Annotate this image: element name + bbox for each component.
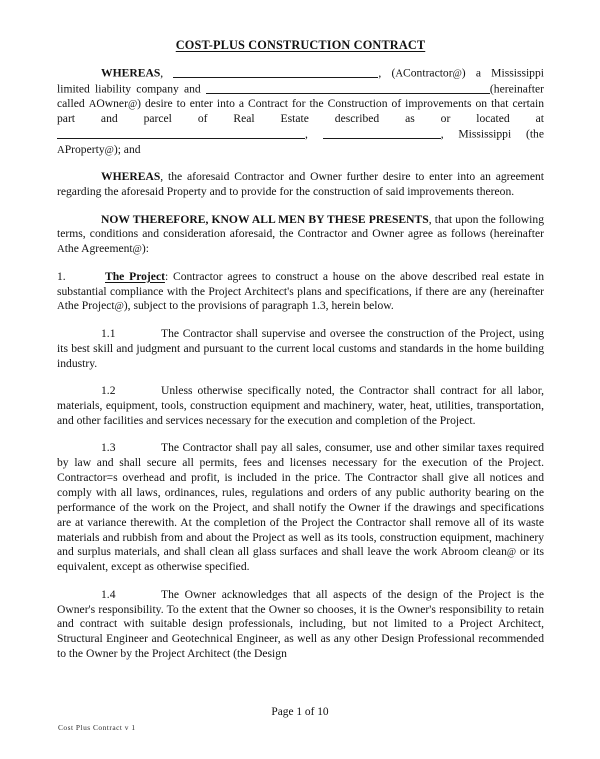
quote-close-glyph: @ [114,301,124,313]
section-1 [57,270,544,315]
blank-line-city[interactable] [323,127,441,139]
text-fragment: , [305,127,323,141]
text-fragment: ), subject to the provisions of paragraph 1.3, herein below. [123,299,394,313]
quote-open-glyph: A [57,143,65,156]
text-fragment: ) a Mississippi limited liability company and [57,67,544,96]
text-fragment: (hereinafter called [57,82,544,111]
subsection-number: 1.3 [101,441,116,455]
text-fragment: , that upon the following terms, conditions and consideration aforesaid, the Contractor and Owner agree as follows (hereinafter [57,212,544,241]
quote-close-glyph: @ [452,69,462,81]
text-fragment: broom clean [448,545,507,559]
text-fragment: , Mississippi (the [440,127,545,141]
text-fragment: ): [141,242,149,256]
blank-line-property-address[interactable] [57,127,305,139]
text-fragment: , the aforesaid Contractor and Owner further desire to enter into an agreement regarding the aforesaid Property and to provide for the construction of said improvements thereon. [57,170,544,199]
text-fragment: Property [64,142,105,156]
subsection-body: The Contractor shall supervise and oversee the construction of the Project, using its best skill and judgment and pursuant to the current local customs and standards in the home building industry. [57,326,544,370]
subsection-number: 1.4 [101,587,116,601]
blank-line-contractor-name[interactable] [173,66,378,78]
section-heading: The Project [105,269,165,283]
quote-open-glyph: A [395,68,404,81]
text-fragment: ); and [113,142,141,156]
subsection-1-1 [57,327,544,372]
section-number: 1. [57,269,66,283]
paragraph-whereas-1 [57,66,544,157]
text-fragment: or its equivalent, except as otherwise specified. [57,545,544,574]
quote-close-glyph: @ [104,144,114,156]
text-fragment: Contractor [403,67,453,81]
text-fragment: the Agreement [64,242,133,256]
quote-close-glyph: @ [506,547,517,559]
quote-open-glyph: A [57,243,65,256]
blank-line-owner-name[interactable] [206,82,490,94]
document-body [57,38,544,674]
whereas-lead: WHEREAS [101,67,161,81]
document-footer: Cost Plus Contract v 1 [58,723,136,732]
paragraph-now-therefore [57,213,544,258]
subsection-number: 1.1 [101,326,116,340]
page-title: COST-PLUS CONSTRUCTION CONTRACT [175,38,426,52]
subsection-number: 1.2 [101,384,116,398]
now-therefore-lead: NOW THEREFORE, KNOW ALL MEN BY THESE PRESENTS [101,212,429,226]
page-number: Page 1 of 10 [271,706,329,718]
text-fragment: : Contractor agrees to construct a house on the above described real estate in substantial compliance with the Project Architect's plans and specifications, if there are any (hereinafter [57,269,544,298]
text-fragment: Owner [96,97,128,111]
quote-open-glyph: A [57,300,65,313]
text-fragment: The Contractor shall pay all sales, consumer, use and other similar taxes required by law and shall secure all permits, fees and licenses necessary for the execution of the Project. Contractor=s overhead and profit, is included in the price. The Contractor shall give all notices and comply with all laws, ordinances, rules, regulations and orders of any public authority bearing on the performance of the work on the Project, and shall notify the Owner if the drawings and specifications are at variance therewith. At the completion of the Project the Contractor shall remove all of its waste materials and rubbish from and about the Project as well as its tools, construction equipment, machinery and surplus materials, and shall clean all glass surfaces and shall leave the work [57,441,544,559]
quote-open-glyph: A [440,546,449,559]
text-fragment: , [160,67,174,81]
subsection-1-4 [57,588,544,662]
quote-close-glyph: @ [127,99,138,111]
quote-close-glyph: @ [132,244,142,256]
text-fragment: ) desire to enter into a Contract for the Construction of improvements on that certain part and parcel of Real Estate described as or located at [57,97,545,126]
paragraph-whereas-2 [57,170,544,200]
text-fragment: , ( [378,67,396,81]
whereas-lead: WHEREAS [101,170,161,184]
quote-open-glyph: A [88,98,97,111]
text-fragment: the Project [64,299,115,313]
subsection-1-2 [57,384,544,429]
subsection-body: The Owner acknowledges that all aspects of the design of the Project is the Owner's responsibility. To the extent that the Owner so chooses, it is the Owner's responsibility to retain and contract with suitable design professionals, including, but not limited to a Project Architect, Structural Engineer and Geotechnical Engineer, as well as any other Design Professional recommended to the Owner by the Project Architect (the Design [57,587,544,661]
subsection-1-3 [57,441,544,575]
subsection-body: Unless otherwise specifically noted, the Contractor shall contract for all labor, materials, equipment, tools, construction equipment and machinery, water, heat, utilities, transportation, and other facilities and services necessary for the execution and completion of the Project. [57,384,544,427]
